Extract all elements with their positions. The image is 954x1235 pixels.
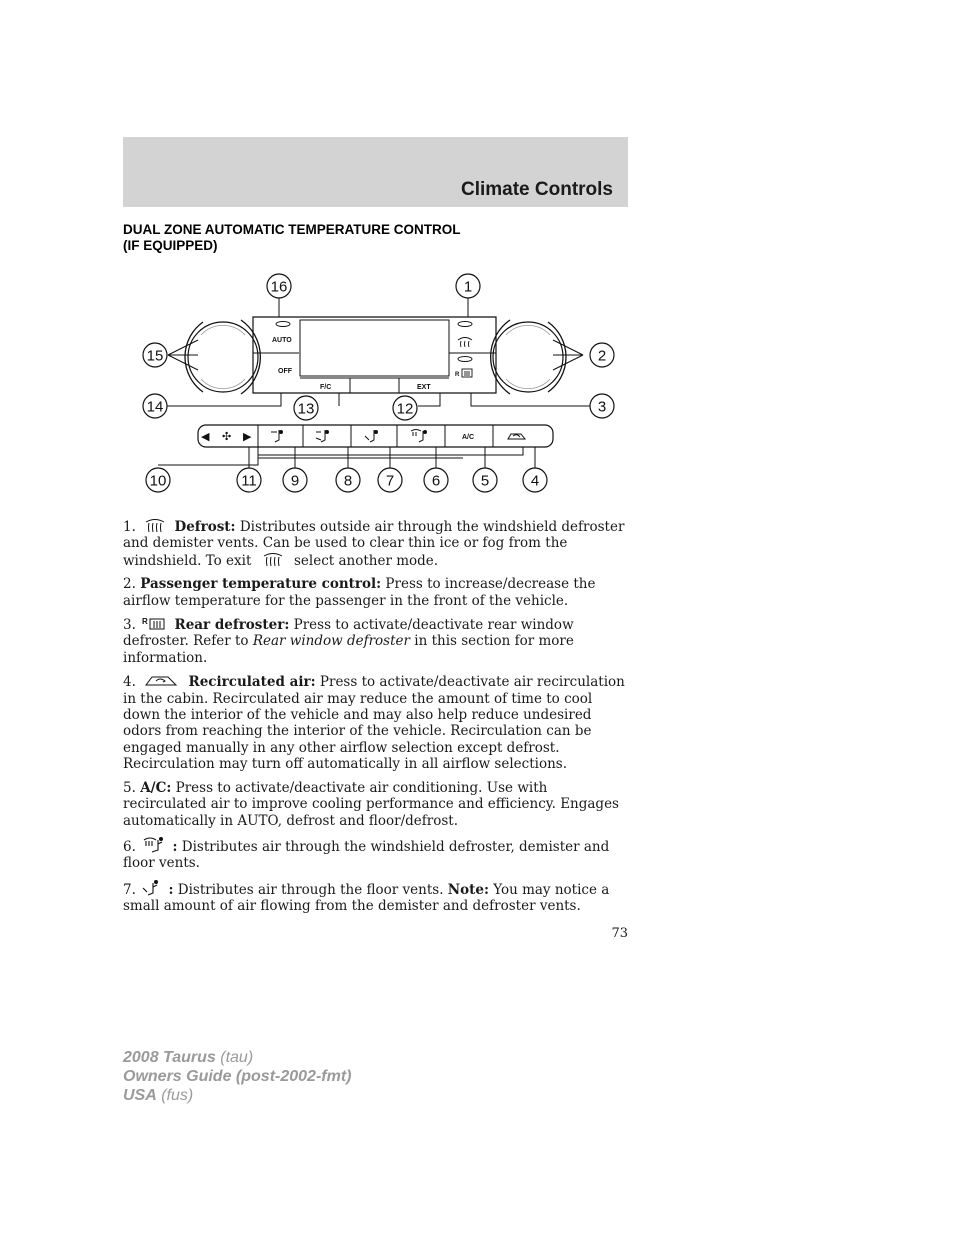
callout-label: 3 <box>597 398 607 416</box>
floor-vent-icon <box>140 879 164 897</box>
callout-6 <box>424 468 448 492</box>
callout-7 <box>378 468 402 492</box>
item-2-text: Press to increase/decrease the airflow temperature for the passenger in the front of the vehicle. <box>123 576 596 609</box>
center-panel <box>253 317 496 393</box>
auto-button-label: AUTO <box>272 337 292 344</box>
footer-market: USA <box>123 1087 157 1104</box>
fc-button-label: F/C <box>320 384 332 391</box>
callout-label: 2 <box>597 347 607 365</box>
item-1-text2: select another mode. <box>289 552 439 569</box>
item-2 <box>123 576 628 609</box>
rear-defrost-icon <box>462 369 472 377</box>
floor-defrost-icon <box>411 430 427 443</box>
callout-label: 1 <box>463 278 473 296</box>
callout-label: 13 <box>297 400 315 418</box>
callout-label: 8 <box>343 472 353 490</box>
fan-left-arrow: ◀ <box>201 431 210 443</box>
callout-label: 7 <box>385 472 395 490</box>
callout-11 <box>237 468 261 492</box>
item-7-note-label: Note: <box>447 881 489 898</box>
item-4-term: Recirculated air: <box>188 674 316 691</box>
item-7-term: : <box>168 881 174 898</box>
item-3-text: Press to activate/deactivate rear window defroster. Refer to <box>123 617 574 650</box>
item-4-number: 4. <box>123 674 136 691</box>
item-6 <box>123 836 628 872</box>
callout-14 <box>143 394 167 418</box>
passenger-temperature-knob <box>491 320 566 394</box>
item-3 <box>123 616 628 666</box>
item-5-number: 5. <box>123 779 136 796</box>
rear-defrost-icon <box>140 616 170 632</box>
footer-line-2 <box>123 1067 351 1086</box>
recirculation-icon <box>140 673 184 689</box>
footer-model: 2008 Taurus <box>123 1049 216 1066</box>
floor-vent-icon <box>365 430 378 442</box>
item-6-number: 6. <box>123 838 136 855</box>
panel-floor-icon <box>316 430 329 442</box>
callout-5 <box>473 468 497 492</box>
callout-label: 5 <box>480 472 490 490</box>
item-3-italic: Rear window defroster <box>252 633 410 650</box>
item-1-text: Distributes outside air through the windshield defroster and demister vents. Can be used to clear thin ice or fog from the windshield. To exit <box>123 519 625 569</box>
floor-defrost-icon <box>140 836 168 854</box>
item-7-number: 7. <box>123 881 136 898</box>
item-3-text2: in this section for more information. <box>123 633 574 666</box>
body-text <box>123 518 628 922</box>
callout-label: 16 <box>270 278 288 296</box>
callout-label: 4 <box>530 472 540 490</box>
footer-model-code: (tau) <box>215 1049 254 1066</box>
callout-3 <box>590 394 614 418</box>
callout-label: 10 <box>149 472 167 490</box>
footer-guide: Owners Guide (post-2002-fmt) <box>123 1068 352 1085</box>
section-title-line1: DUAL ZONE AUTOMATIC TEMPERATURE CONTROL <box>123 222 461 237</box>
callout-4 <box>523 468 547 492</box>
footer-line-3 <box>123 1086 351 1105</box>
defrost-icon <box>140 518 170 534</box>
item-2-number: 2. <box>123 576 136 593</box>
callout-13 <box>294 396 318 420</box>
ext-button-label: EXT <box>417 384 431 391</box>
page-number: 73 <box>611 926 628 941</box>
callout-12 <box>393 396 417 420</box>
item-5 <box>123 780 628 829</box>
item-5-term: A/C: <box>140 779 172 796</box>
item-3-term: Rear defroster: <box>174 617 290 634</box>
callout-label: 11 <box>241 472 257 490</box>
fan-right-arrow: ▶ <box>243 431 252 443</box>
callout-1 <box>456 274 480 298</box>
recirculation-icon <box>508 434 525 439</box>
rear-defrost-icon-r: R <box>142 617 148 627</box>
item-2-term: Passenger temperature control: <box>140 576 382 593</box>
callout-label: 14 <box>146 398 164 416</box>
defrost-icon <box>256 552 290 568</box>
item-6-term: : <box>172 838 178 855</box>
callout-16 <box>267 274 291 298</box>
callout-15 <box>143 343 167 367</box>
header-band <box>123 137 628 207</box>
item-6-text: Distributes air through the windshield defroster, demister and floor vents. <box>123 838 610 872</box>
footer-line-1 <box>123 1048 351 1067</box>
item-3-number: 3. <box>123 617 136 634</box>
callout-9 <box>283 468 307 492</box>
leader-lines <box>158 297 591 470</box>
item-4 <box>123 673 628 772</box>
footer-market-code: (fus) <box>156 1087 194 1104</box>
item-4-text: Press to activate/deactivate air recirculation in the cabin. Recirculated air may reduce the amount of time to cool down the interior of the vehicle and may also help reduce undesired odors from reaching the interior of the vehicle. Recirculation can be engaged manually in any other airflow selection except defrost. Recirculation may turn off automatically in all airflow selections. <box>123 674 625 773</box>
callout-8 <box>336 468 360 492</box>
item-1 <box>123 518 628 569</box>
callout-10 <box>146 468 170 492</box>
item-1-number: 1. <box>123 519 136 535</box>
item-7 <box>123 879 628 915</box>
callout-2 <box>590 343 614 367</box>
callout-label: 9 <box>290 472 300 490</box>
callout-label: 12 <box>396 400 414 418</box>
callout-group <box>143 274 614 492</box>
page-header-title: Climate Controls <box>460 179 613 200</box>
fan-icon: ✣ <box>222 431 232 443</box>
ac-button-label: A/C <box>462 434 475 441</box>
footer <box>123 1048 351 1105</box>
item-1-term: Defrost: <box>174 519 236 535</box>
driver-temperature-knob <box>185 320 260 394</box>
climate-control-diagram <box>123 265 628 500</box>
panel-vent-icon <box>271 430 283 442</box>
defrost-icon <box>458 338 472 348</box>
section-title <box>123 222 628 253</box>
callout-label: 6 <box>431 472 441 490</box>
item-7-text: Distributes air through the floor vents. <box>173 881 448 898</box>
item-7-text2: You may notice a small amount of air flowing from the demister and defroster vents. <box>123 881 610 915</box>
rear-defrost-label: R <box>455 372 460 378</box>
item-5-text: Press to activate/deactivate air conditioning. Use with recirculated air to improve cooling performance and efficiency. Engages automatically in AUTO, defrost and floor/defrost. <box>123 779 619 829</box>
callout-label: 15 <box>146 347 164 365</box>
off-button-label: OFF <box>278 368 292 375</box>
section-title-line2: (IF EQUIPPED) <box>123 237 218 253</box>
